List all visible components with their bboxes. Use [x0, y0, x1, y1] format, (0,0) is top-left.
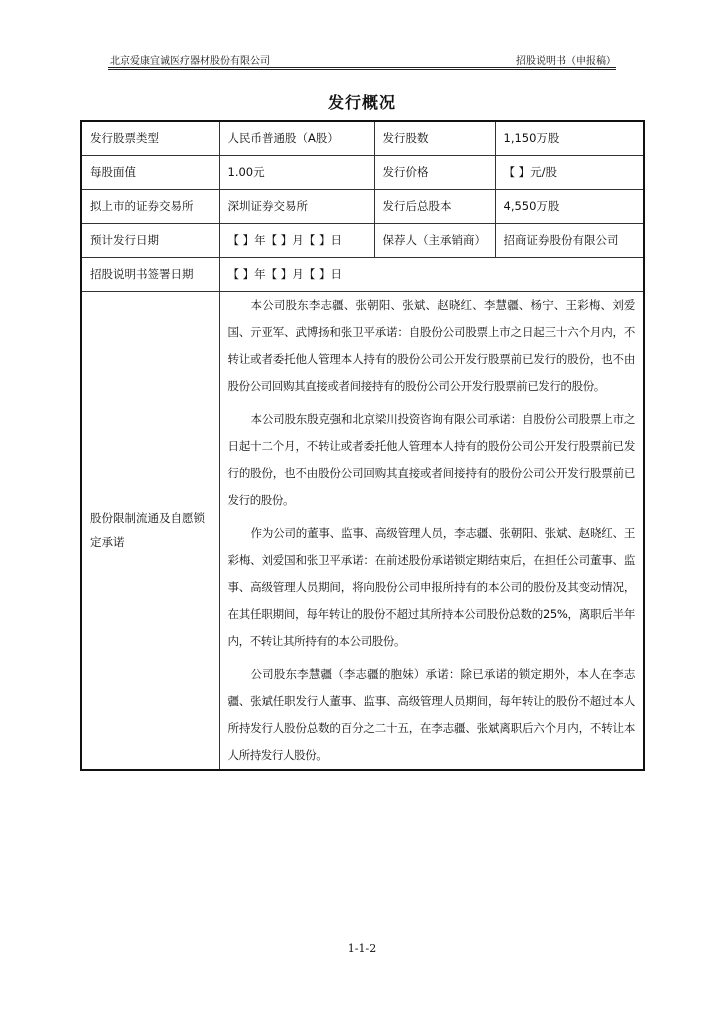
- row-value: 招商证券股份有限公司: [495, 223, 644, 257]
- table-row: [81, 189, 644, 223]
- header-doc-type: 招股说明书（申报稿）: [516, 56, 616, 67]
- lockup-paragraph: 公司股东李慧疆（李志疆的胞妹）承诺：除已承诺的锁定期外，本人在李志疆、张斌任职发行人董事、监事、高级管理人员期间，每年转让的股份不超过本人所持发行人股份总数的百分之二十五，在李志疆、张斌离职后六个月内，不转让本人所持发行人股份。: [227, 666, 635, 762]
- row-label: 每股面值: [81, 155, 219, 189]
- row-value: 4,550万股: [495, 189, 644, 223]
- row-label: 拟上市的证券交易所: [81, 189, 219, 223]
- lockup-paragraph: 作为公司的董事、监事、高级管理人员，李志疆、张朝阳、张斌、赵晓红、王彩梅、刘爱国和张卫平承诺：在前述股份承诺锁定期结束后，在担任公司董事、监事、高级管理人员期间，将向股份公司申报所持有的本公司的股份及其变动情况，在其任职期间，每年转让的股份不超过其所持本公司股份总数的25%，离职后半年内，不转让其所持有的本公司股份。: [227, 525, 635, 648]
- row-value: 【 】元/股: [495, 155, 644, 189]
- row-value: 深圳证券交易所: [219, 189, 374, 223]
- lockup-content: [219, 291, 644, 770]
- row-label: 发行后总股本: [374, 189, 495, 223]
- lockup-paragraph: 本公司股东李志疆、张朝阳、张斌、赵晓红、李慧疆、杨宁、王彩梅、刘爱国、亓亚军、武博扬和张卫平承诺：自股份公司股票上市之日起三十六个月内，不转让或者委托他人管理本人持有的股份公司公开发行股票前已发行的股份，也不由股份公司回购其直接或者间接持有的股份公司公开发行股票前已发行的股份。: [227, 297, 635, 393]
- header-rule-secondary: [108, 69, 616, 70]
- header-rule: [108, 67, 616, 68]
- row-label: 发行股票类型: [81, 121, 219, 155]
- row-label: 发行股数: [374, 121, 495, 155]
- row-value: 1.00元: [219, 155, 374, 189]
- page-title: 发行概况: [327, 93, 396, 112]
- row-value: 人民币普通股（A股）: [219, 121, 374, 155]
- row-value: 1,150万股: [495, 121, 644, 155]
- row-label: 预计发行日期: [81, 223, 219, 257]
- row-label: 保荐人（主承销商）: [374, 223, 495, 257]
- sign-date-value: 【 】年【 】月【 】日: [219, 257, 644, 291]
- row-value: 【 】年【 】月【 】日: [219, 223, 374, 257]
- offering-summary-table: [80, 120, 645, 771]
- table-row: [81, 121, 644, 155]
- page-number: 1-1-2: [347, 942, 377, 955]
- lockup-paragraph: 本公司股东殷克强和北京梁川投资咨询有限公司承诺：自股份公司股票上市之日起十二个月，不转让或者委托他人管理本人持有的股份公司公开发行股票前已发行的股份，也不由股份公司回购其直接或者间接持有的股份公司公开发行股票前已发行的股份。: [227, 411, 635, 507]
- sign-date-label: 招股说明书签署日期: [81, 257, 219, 291]
- table-row: [81, 291, 644, 770]
- row-label: 发行价格: [374, 155, 495, 189]
- lockup-label: 股份限制流通及自愿锁定承诺: [81, 291, 219, 770]
- table-row: [81, 223, 644, 257]
- table-row: [81, 257, 644, 291]
- table-row: [81, 155, 644, 189]
- header-company: 北京爱康宜诚医疗器材股份有限公司: [110, 56, 270, 67]
